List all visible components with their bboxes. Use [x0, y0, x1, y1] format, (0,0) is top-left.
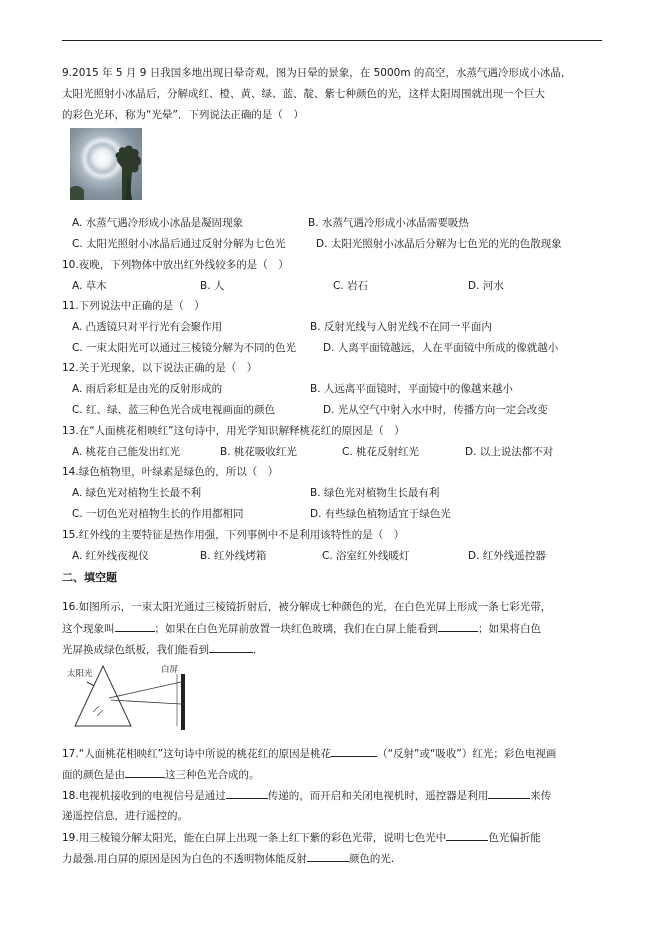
dispersed-ray-bottom: [111, 700, 181, 704]
q14-stem: 14.绿色植物里，叶绿素是绿色的，所以（ ）: [62, 466, 279, 478]
q19-text: 颜色的光.: [348, 853, 395, 865]
q14-option-a: A. 绿色光对植物生长最不利: [72, 487, 202, 499]
q16-line1: 16.如图所示，一束太阳光通过三棱镜折射后，被分解成七种颜色的光，在白色光屏上形成一条七彩光带，: [62, 601, 552, 613]
q19-blank-1[interactable]: [446, 830, 488, 841]
q9-option-a: A. 水蒸气遇冷形成小冰晶是凝固现象: [72, 217, 244, 229]
section-heading: 二、填空题: [62, 571, 117, 584]
screen-label: 白屏: [161, 664, 179, 674]
q15-option-a: A. 红外线夜视仪: [72, 550, 149, 562]
q17-blank-1[interactable]: [331, 746, 377, 757]
q16-text: 光屏换成绿色纸板，我们能看到: [62, 644, 209, 656]
q16-text: ．: [253, 644, 264, 656]
q9-option-d: D. 太阳光照射小冰晶后分解为七色光的光的色散现象: [316, 238, 562, 250]
q12-option-c: C. 红、绿、蓝三种色光合成电视画面的颜色: [72, 404, 276, 416]
q12-stem: 12.关于光现象，以下说法正确的是（ ）: [62, 362, 258, 374]
white-screen: [181, 674, 185, 730]
prism-diagram: [65, 660, 200, 730]
q11-option-a: A. 凸透镜只对平行光有会聚作用: [72, 321, 223, 333]
q10-option-c: C. 岩石: [333, 280, 369, 292]
q12-option-d: D. 光从空气中射入水中时，传播方向一定会改变: [323, 404, 548, 416]
q15-option-b: B. 红外线烤箱: [200, 550, 267, 562]
q9-option-b: B. 水蒸气遇冷形成小冰晶需要吸热: [308, 217, 469, 229]
q11-option-d: D. 人离平面镜越远，人在平面镜中所成的像就越小: [323, 342, 559, 354]
q11-option-b: B. 反射光线与入射光线不在同一平面内: [310, 321, 492, 333]
q17-text: 面的颜色是由: [62, 769, 125, 781]
q17-text: （“反射”或“吸收”）红光；彩色电视画: [377, 748, 557, 760]
q15-option-d: D. 红外线遥控器: [468, 550, 546, 562]
q16-blank-2[interactable]: [438, 621, 478, 632]
q17-blank-2[interactable]: [125, 767, 165, 778]
q17-line1: [62, 746, 556, 761]
q16-text: ；如果在白色光屏前放置一块红色玻璃，我们在白屏上能看到: [154, 623, 438, 635]
q17-text: 这三种色光合成的。: [165, 769, 260, 781]
q15-stem: 15.红外线的主要特征是热作用强，下列事例中不是利用该特性的是（ ）: [62, 529, 405, 541]
q18-blank-2[interactable]: [488, 788, 530, 799]
q9-stem-line2: 太阳光照射小冰晶后，分解成红、橙、黄、绿、蓝、靛、紫七种颜色的光，这样太阳周围就出现一个巨大: [62, 88, 545, 100]
q17-text: 17.“人面桃花相映红”这句诗中所说的桃花红的原因是桃花: [62, 748, 332, 760]
q18-blank-1[interactable]: [226, 788, 268, 799]
q19-line2: [62, 851, 394, 866]
q13-option-a: A. 桃花自己能发出红光: [72, 446, 181, 458]
q13-option-d: D. 以上说法都不对: [465, 446, 554, 458]
q18-text: 18.电视机接收到的电视信号是通过: [62, 790, 226, 802]
tree-silhouette-icon: [70, 128, 142, 200]
q16-line3: [62, 642, 264, 657]
sun-halo-photo: [70, 128, 142, 200]
q10-option-a: A. 草木: [72, 280, 107, 292]
q9-stem-line1: 9.2015 年 5 月 9 日我国多地出现日晕奇观，图为日晕的景象，在 5000m 的高空，水蒸气遇冷形成小冰晶，: [62, 67, 572, 79]
q13-stem: 13.在“人面桃花相映红”这句诗中，用光学知识解释桃花红的原因是（ ）: [62, 425, 405, 437]
q12-option-a: A. 雨后彩虹是由光的反射形成的: [72, 383, 223, 395]
q19-line1: [62, 830, 541, 845]
q15-option-c: C. 浴室红外线暖灯: [322, 550, 410, 562]
q18-line1: [62, 788, 551, 803]
q9-option-c: C. 太阳光照射小冰晶后通过反射分解为七色光: [72, 238, 286, 250]
dispersed-ray-top: [109, 682, 181, 698]
sunlight-label: 太阳光: [67, 668, 93, 678]
q14-option-b: B. 绿色光对植物生长最有利: [310, 487, 440, 499]
q19-text: 19.用三棱镜分解太阳光，能在白屏上出现一条上红下紫的彩色光带，说明七色光中: [62, 832, 447, 844]
q16-blank-1[interactable]: [115, 621, 155, 632]
q16-blank-3[interactable]: [209, 642, 253, 653]
q16-line2: [62, 621, 541, 636]
q13-option-b: B. 桃花吸收红光: [220, 446, 297, 458]
q16-text: ；如果将白色: [478, 623, 541, 635]
q19-blank-2[interactable]: [307, 851, 349, 862]
q10-option-b: B. 人: [200, 280, 225, 292]
q16-text: 这个现象叫: [62, 623, 115, 635]
q19-text: 力最强.用白屏的原因是因为白色的不透明物体能反射: [62, 853, 307, 865]
q19-text: 色光偏折能: [488, 832, 541, 844]
header-rule: [62, 40, 602, 41]
q18-text: 传递的，而开启和关闭电视机时，遥控器是利用: [267, 790, 489, 802]
q11-option-c: C. 一束太阳光可以通过三棱镜分解为不同的色光: [72, 342, 297, 354]
q18-line2: 递遥控信息，进行遥控的。: [62, 810, 188, 822]
q18-text: 来传: [530, 790, 552, 802]
q14-option-c: C. 一切色光对植物生长的作用都相同: [72, 508, 244, 520]
q13-option-c: C. 桃花反射红光: [342, 446, 420, 458]
q10-stem: 10.夜晚，下列物体中放出红外线较多的是（ ）: [62, 259, 289, 271]
q10-option-d: D. 河水: [468, 280, 504, 292]
q17-line2: [62, 767, 260, 782]
q14-option-d: D. 有些绿色植物适宜于绿色光: [310, 508, 451, 520]
q9-stem-line3: 的彩色光环，称为“光晕”．下列说法正确的是（ ）: [62, 109, 304, 121]
q11-stem: 11.下列说法中正确的是（ ）: [62, 300, 205, 312]
q12-option-b: B. 人远离平面镜时，平面镜中的像越来越小: [310, 383, 513, 395]
